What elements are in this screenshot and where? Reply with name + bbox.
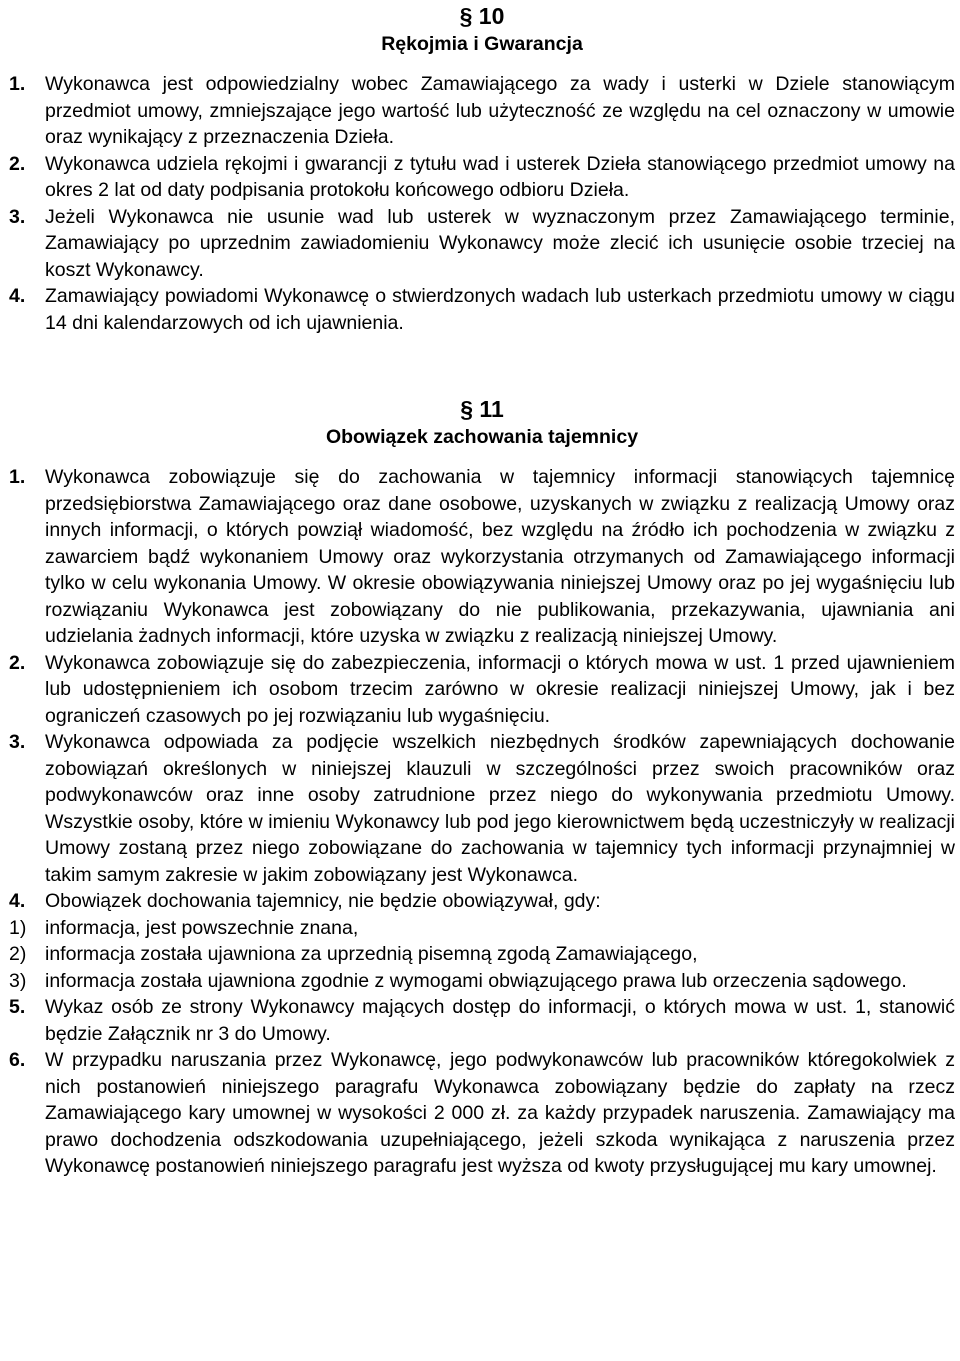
list-item-number: 1) <box>9 916 27 939</box>
section-10-paragraph <box>9 71 955 151</box>
section-10-number: § 10 <box>459 3 505 29</box>
paragraph-number: 3. <box>9 731 26 753</box>
paragraph-text: W przypadku naruszania przez Wykonawcę, jego podwykonawców lub pracowników któregokolwiek z nich postanowień niniejszego paragrafu Wykonawca zobowiązany będzie do zapłaty na rzecz Zamawiającego kary umownej w wysokości 2 000 zł. za każdy przypadek naruszenia. Zamawiający ma prawo dochodzenia odszkodowania uzupełniającego, jeżeli szkoda wynikająca z naruszenia przez Wykonawcę postanowień niniejszego paragrafu jest wyższa od kwoty przysługującej mu kary umownej. <box>45 1049 955 1177</box>
section-11-paragraph <box>9 888 955 994</box>
paragraph-text: Wykonawca zobowiązuje się do zachowania w tajemnicy informacji stanowiących tajemnicę przedsiębiorstwa Zamawiającego oraz dane osobowe, uzyskanych w związku z realizacją Umowy oraz innych informacji, o których powziął wiadomość, bez względu na źródło ich pochodzenia w związku z zawarciem bądź wykonaniem Umowy oraz wykorzystania otrzymanych od Zamawiającego informacji tylko w celu wykonania Umowy. W okresie obowiązywania niniejszej Umowy oraz po jej wygaśnięciu lub rozwiązaniu Wykonawca jest zobowiązany do nie publikowania, przekazywania, ujawniania ani udzielania żadnych informacji, które uzyska w związku z realizacją niniejszej Umowy. <box>45 466 955 647</box>
paragraph-number: 4. <box>9 285 26 307</box>
paragraph-text: Wykonawca odpowiada za podjęcie wszelkich niezbędnych środków zapewniających dochowanie zobowiązań określonych w niniejszej klauzuli w szczególności przez swoich pracowników oraz podwykonawców oraz inne osoby zatrudnione przez niego do wykonywania przedmiotu Umowy. Wszystkie osoby, które w imieniu Wykonawcy lub pod jego kierownictwem będą uczestniczyły w realizacji Umowy zostaną przez niego zobowiązane do zachowania w tajemnicy tych informacji przynajmniej w takim samym zakresie w jakim zobowiązany jest Wykonawca. <box>45 731 955 886</box>
paragraph-number: 1. <box>9 73 26 95</box>
paragraph-text: Jeżeli Wykonawca nie usunie wad lub usterek w wyznaczonym przez Zamawiającego terminie, Zamawiający po uprzednim zawiadomieniu Wykonawcy może zlecić ich usunięcie osobie trzeciej na koszt Wykonawcy. <box>45 205 955 281</box>
list-item-text: informacja została ujawniona zgodnie z wymogami obwiązującego prawa lub orzeczenia sądowego. <box>45 969 907 992</box>
paragraph-text: Wykonawca jest odpowiedzialny wobec Zamawiającego za wady i usterki w Dziele stanowiącym przedmiot umowy, zmniejszające jego wartość lub użyteczność ze względu na cel oznaczony w umowie oraz wynikający z przeznaczenia Dzieła. <box>45 73 955 148</box>
paragraph-text: Wykaz osób ze strony Wykonawcy mających dostęp do informacji, o których mowa w ust. 1, stanowić będzie Załącznik nr 3 do Umowy. <box>45 996 955 1045</box>
paragraph-number: 2. <box>9 152 26 175</box>
paragraph-text: Wykonawca zobowiązuje się do zabezpieczenia, informacji o których mowa w ust. 1 przed ujawnieniem lub udostępnieniem ich osobom trzecim zarówno w okresie realizacji niniejszej Umowy, jak i bez ograniczeń czasowych po jej rozwiązaniu lub wygaśnięciu. <box>45 651 955 727</box>
section-10-heading <box>9 0 955 57</box>
list-item <box>9 968 955 995</box>
section-11-title: Obowiązek zachowania tajemnicy <box>325 426 639 448</box>
section-11-paragraph <box>9 994 955 1047</box>
list-item-number: 3) <box>9 969 27 992</box>
list-item <box>9 915 955 942</box>
section-11-paragraph <box>9 729 955 888</box>
section-10-paragraph <box>9 283 955 336</box>
paragraph-text: Obowiązek dochowania tajemnicy, nie będzie obowiązywał, gdy: <box>45 890 601 912</box>
paragraph-number: 1. <box>9 466 26 488</box>
paragraph-number: 3. <box>9 205 26 228</box>
paragraph-number: 2. <box>9 651 26 674</box>
list-item <box>9 941 955 968</box>
list-item-text: informacja została ujawniona za uprzednią pisemną zgodą Zamawiającego, <box>45 943 698 965</box>
paragraph-number: 6. <box>9 1049 26 1071</box>
section-10-paragraph <box>9 204 955 284</box>
list-item-text: informacja, jest powszechnie znana, <box>45 916 359 939</box>
section-10-paragraph <box>9 151 955 204</box>
section-11-paragraph <box>9 650 955 730</box>
section-11-paragraph <box>9 1047 955 1180</box>
section-10-body <box>9 71 955 336</box>
list-item-number: 2) <box>9 943 27 965</box>
section-11-heading <box>9 394 955 450</box>
paragraph-number: 5. <box>9 996 26 1018</box>
section-11-paragraph <box>9 464 955 650</box>
paragraph-number: 4. <box>9 890 26 912</box>
paragraph-text: Wykonawca udziela rękojmi i gwarancji z tytułu wad i usterek Dzieła stanowiącego przedmiot umowy na okres 2 lat od daty podpisania protokołu końcowego odbioru Dzieła. <box>45 152 955 201</box>
paragraph-text: Zamawiający powiadomi Wykonawcę o stwierdzonych wadach lub usterkach przedmiotu umowy w ciągu 14 dni kalendarzowych od ich ujawnienia. <box>45 285 955 334</box>
section-10-title: Rękojmia i Gwarancja <box>381 33 583 55</box>
section-11-body <box>9 464 955 1180</box>
paragraph-body <box>9 888 955 994</box>
section-11-number: § 11 <box>460 396 504 422</box>
